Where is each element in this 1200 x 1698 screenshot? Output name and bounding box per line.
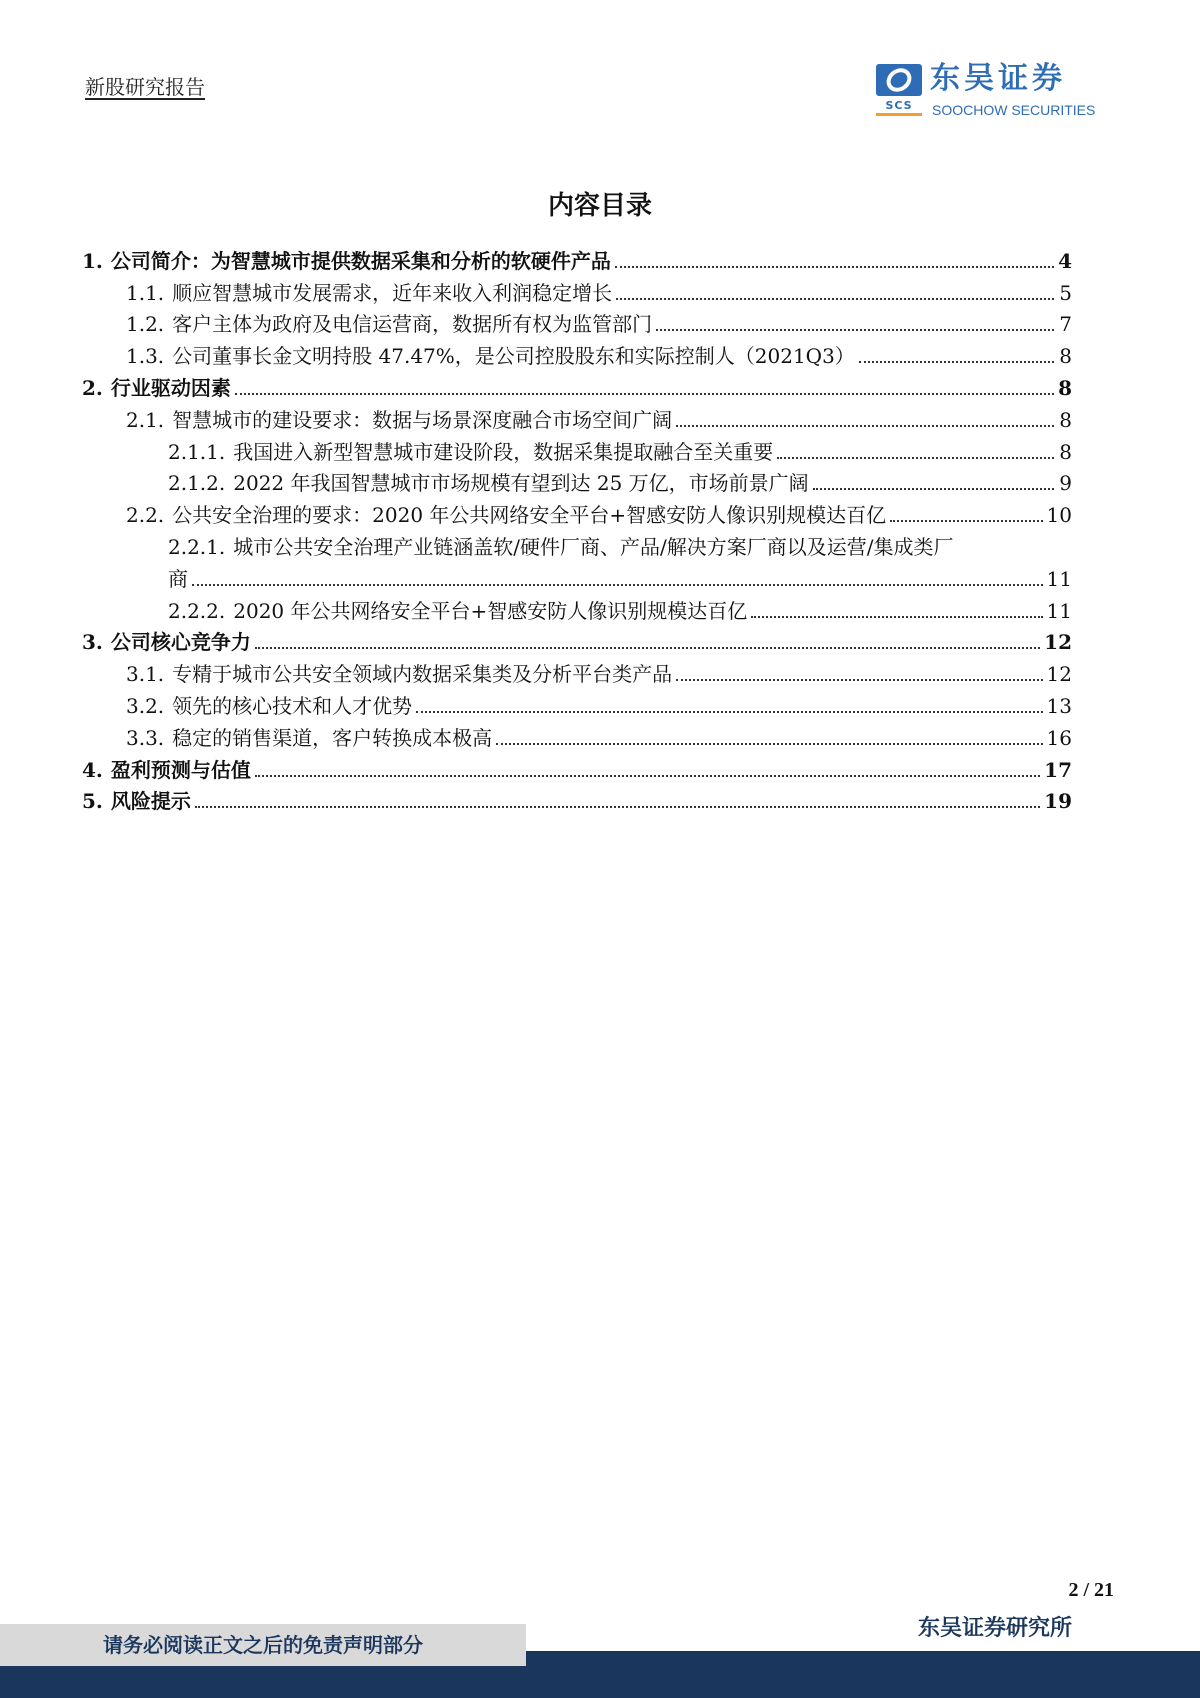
toc-entry[interactable] [82, 369, 1072, 401]
toc-entry[interactable] [82, 433, 1072, 465]
toc-entry-page: 8 [1058, 375, 1072, 400]
toc-entry-number: 1.2. [126, 312, 165, 337]
toc-entry[interactable] [82, 306, 1072, 338]
toc-entry[interactable] [82, 274, 1072, 306]
toc-entry[interactable] [82, 496, 1072, 528]
toc-entry[interactable] [82, 751, 1072, 783]
toc-entry[interactable] [82, 655, 1072, 687]
toc-entry-title: 2020 年公共网络安全平台+智感安防人像识别规模达百亿 [233, 598, 748, 623]
toc-entry-title-cont: 商 [168, 566, 188, 591]
dot-leader [859, 361, 1054, 363]
toc-entry-continuation[interactable] [82, 560, 1072, 592]
dot-leader [235, 393, 1054, 395]
toc-entry[interactable] [82, 624, 1072, 656]
toc-entry-page: 8 [1059, 344, 1072, 369]
toc-entry-number: 1. [82, 248, 103, 273]
dot-leader [676, 679, 1042, 681]
toc-entry-number: 1.1. [126, 280, 165, 305]
toc-entry[interactable] [82, 337, 1072, 369]
toc-entry-number: 2. [82, 375, 103, 400]
toc-entry-page: 11 [1046, 598, 1072, 623]
toc-entry-page: 4 [1058, 248, 1072, 273]
toc-entry-title: 2022 年我国智慧城市市场规模有望到达 25 万亿，市场前景广阔 [233, 471, 809, 496]
toc-entry[interactable] [82, 592, 1072, 624]
toc-entry-page: 19 [1044, 789, 1072, 814]
toc-entry-title: 公司董事长金文明持股 47.47%，是公司控股股东和实际控制人（2021Q3） [172, 344, 855, 369]
toc-entry-title: 领先的核心技术和人才优势 [172, 693, 413, 718]
toc-entry-page: 13 [1046, 693, 1072, 718]
toc-entry-title: 盈利预测与估值 [110, 757, 251, 782]
toc-entry-title: 稳定的销售渠道，客户转换成本极高 [172, 725, 493, 750]
toc-entry-title: 智慧城市的建设要求：数据与场景深度融合市场空间广阔 [172, 407, 673, 432]
toc-entry-page: 12 [1044, 630, 1072, 655]
toc-entry-number: 3. [82, 630, 103, 655]
toc-entry-number: 1.3. [126, 344, 165, 369]
toc-entry-title: 公司核心竞争力 [110, 630, 251, 655]
logo-en-text: SOOCHOW SECURITIES [932, 102, 1096, 118]
toc-entry-number: 2.1.1. [168, 439, 226, 464]
toc-entry-page: 16 [1046, 725, 1072, 750]
toc-entry-title: 公共安全治理的要求：2020 年公共网络安全平台+智感安防人像识别规模达百亿 [172, 503, 887, 528]
dot-leader [656, 329, 1054, 331]
toc-entry-title: 顺应智慧城市发展需求，近年来收入利润稳定增长 [172, 280, 613, 305]
toc-entry-page: 10 [1046, 503, 1072, 528]
toc-entry-page: 12 [1046, 662, 1072, 687]
dot-leader [615, 266, 1054, 268]
toc-entry-title: 风险提示 [110, 789, 191, 814]
toc-entry-page: 7 [1059, 312, 1072, 337]
dot-leader [777, 457, 1054, 459]
disclaimer-text: 请务必阅读正文之后的免责声明部分 [103, 1633, 423, 1657]
dot-leader [255, 647, 1040, 649]
toc-entry-number: 3.1. [126, 662, 165, 687]
dot-leader [195, 806, 1040, 808]
logo-mark-icon [876, 64, 922, 96]
toc-entry-title: 公司简介：为智慧城市提供数据采集和分析的软硬件产品 [110, 248, 611, 273]
toc-entry-number: 2.2.1. [168, 534, 226, 559]
page-number: 2 / 21 [1068, 1579, 1114, 1601]
dot-leader [192, 584, 1043, 586]
toc-entry-page: 9 [1059, 471, 1072, 496]
toc-entry[interactable] [82, 783, 1072, 815]
toc-entry-page: 11 [1046, 566, 1072, 591]
toc-entry-title: 专精于城市公共安全领域内数据采集类及分析平台类产品 [172, 662, 673, 687]
toc-entry-number: 5. [82, 789, 103, 814]
dot-leader [813, 488, 1054, 490]
table-of-contents [82, 242, 1072, 814]
toc-entry-title: 行业驱动因素 [110, 375, 231, 400]
toc-entry-number: 2.2.2. [168, 598, 226, 623]
toc-entry-page: 8 [1059, 407, 1072, 432]
logo-abbr: SCS [876, 100, 922, 116]
toc-entry-number: 2.2. [126, 503, 165, 528]
soochow-securities-logo [876, 62, 1126, 124]
dot-leader [255, 775, 1040, 777]
toc-entry-title: 客户主体为政府及电信运营商，数据所有权为监管部门 [172, 312, 653, 337]
toc-entry-page: 8 [1059, 439, 1072, 464]
toc-entry[interactable] [82, 465, 1072, 497]
dot-leader [496, 743, 1042, 745]
logo-cn-text: 东吴证券 [930, 61, 1066, 96]
toc-entry-number: 2.1.2. [168, 471, 226, 496]
toc-entry-number: 3.3. [126, 725, 165, 750]
toc-entry[interactable] [82, 687, 1072, 719]
toc-entry[interactable] [82, 528, 1072, 560]
toc-entry-title: 我国进入新型智慧城市建设阶段，数据采集提取融合至关重要 [233, 439, 774, 464]
dot-leader [416, 711, 1042, 713]
toc-entry-number: 2.1. [126, 407, 165, 432]
toc-entry-page: 5 [1059, 280, 1072, 305]
toc-entry-number: 4. [82, 757, 103, 782]
toc-entry-page: 17 [1044, 757, 1072, 782]
toc-entry[interactable] [82, 401, 1072, 433]
toc-title: 内容目录 [547, 191, 652, 221]
toc-entry-number: 3.2. [126, 693, 165, 718]
dot-leader [890, 520, 1042, 522]
dot-leader [751, 616, 1042, 618]
institute-name: 东吴证券研究所 [918, 1615, 1073, 1641]
toc-entry-title: 城市公共安全治理产业链涵盖软/硬件厂商、产品/解决方案厂商以及运营/集成类厂 [233, 534, 954, 559]
dot-leader [676, 425, 1054, 427]
toc-entry[interactable] [82, 242, 1072, 274]
dot-leader [616, 298, 1054, 300]
toc-entry[interactable] [82, 719, 1072, 751]
report-type-label: 新股研究报告 [85, 75, 205, 99]
